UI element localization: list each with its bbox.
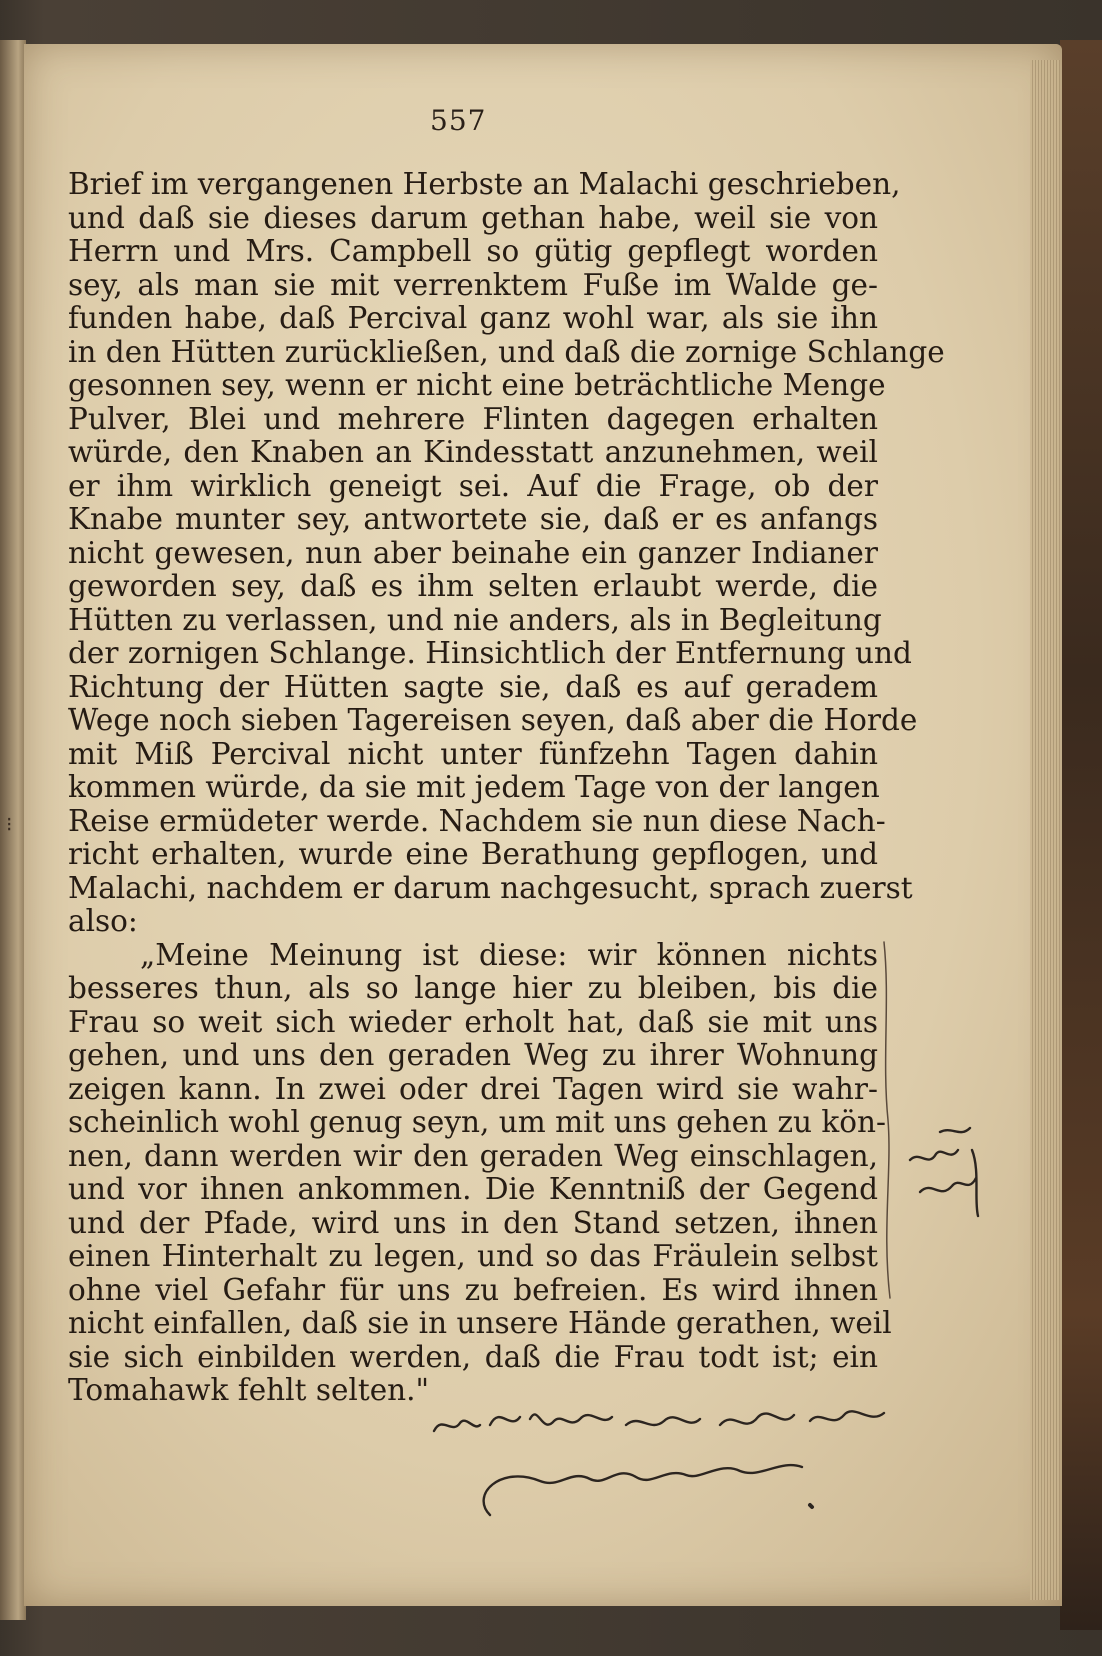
book-gutter	[0, 40, 26, 1620]
text-line: nen, dann werden wir den geraden Weg einschlagen,	[68, 1138, 878, 1173]
text-line: Hütten zu verlassen, und nie anders, als in Begleitung	[68, 602, 882, 637]
text-line: ohne viel Gefahr für uns zu befreien. Es wird ihnen	[68, 1272, 878, 1307]
text-line: Tomahawk fehlt selten."	[68, 1373, 430, 1407]
text-line: also:	[68, 904, 138, 938]
text-line: funden habe, daß Percival ganz wohl war, als sie ihn	[68, 301, 878, 335]
text-line: Frau so weit sich wieder erholt hat, daß sie mit uns	[68, 1004, 878, 1039]
text-line: der zornigen Schlange. Hinsichtlich der Entfernung und	[68, 636, 912, 670]
text-line: würde, den Knaben an Kindesstatt anzunehmen, weil	[68, 435, 878, 469]
text-line: kommen würde, da sie mit jedem Tage von der langen	[68, 770, 880, 804]
text-line: und der Pfade, wird uns in den Stand setzen, ihnen	[68, 1205, 878, 1240]
text-line: Pulver, Blei und mehrere Flinten dagegen erhalten	[68, 401, 878, 436]
text-line: „Meine Meinung ist diese: wir können nichts	[140, 937, 878, 972]
text-line: gesonnen sey, wenn er nicht eine beträchtliche Menge	[68, 368, 886, 402]
margin-mark: ⁝	[6, 812, 13, 836]
text-line: gehen, und uns den geraden Weg zu ihrer Wohnung	[68, 1038, 878, 1072]
text-line: nicht gewesen, nun aber beinahe ein ganzer Indianer	[68, 535, 878, 570]
text-line: Brief im vergangenen Herbste an Malachi geschrieben,	[68, 167, 901, 201]
page-edges	[1030, 60, 1060, 1600]
book-cover-edge	[1060, 40, 1102, 1630]
text-line: richt erhalten, wurde eine Berathung gepflogen, und	[68, 837, 878, 871]
text-line: besseres thun, als so lange hier zu bleiben, bis die	[68, 971, 878, 1005]
pencil-bracket	[880, 940, 900, 1300]
text-line: sie sich einbilden werden, daß die Frau todt ist; ein	[68, 1339, 878, 1374]
text-line: mit Miß Percival nicht unter fünfzehn Tagen dahin	[68, 736, 878, 771]
body-text	[68, 167, 945, 1408]
text-line: einen Hinterhalt zu legen, und so das Fräulein selbst	[68, 1239, 878, 1273]
text-line: Malachi, nachdem er darum nachgesucht, sprach zuerst	[68, 870, 913, 905]
text-line: geworden sey, daß es ihm selten erlaubt werde, die	[68, 569, 878, 603]
text-line: Wege noch sieben Tagereisen seyen, daß aber die Horde	[68, 703, 918, 737]
text-line: zeigen kann. In zwei oder drei Tagen wird sie wahr-	[68, 1071, 878, 1106]
text-line: Knabe munter sey, antwortete sie, daß er es anfangs	[68, 502, 878, 536]
text-line: Richtung der Hütten sagte sie, daß es auf geradem	[68, 669, 878, 704]
text-line: Reise ermüdeter werde. Nachdem sie nun diese Nach-	[68, 803, 886, 838]
text-line: und vor ihnen ankommen. Die Kenntniß der Gegend	[68, 1172, 878, 1206]
text-line: scheinlich wohl genug seyn, um mit uns gehen zu kön-	[68, 1105, 886, 1139]
text-line: er ihm wirklich geneigt sei. Auf die Frage, ob der	[68, 468, 878, 503]
text-line: nicht einfallen, daß sie in unsere Hände gerathen, weil	[68, 1306, 892, 1340]
page-number: 557	[430, 104, 487, 137]
text-line: sey, als man sie mit verrenktem Fuße im Walde ge-	[68, 267, 878, 302]
text-line: und daß sie dieses darum gethan habe, weil sie von	[68, 200, 878, 235]
text-line: in den Hütten zurückließen, und daß die zornige Schlange	[68, 334, 945, 369]
text-line: Herrn und Mrs. Campbell so gütig gepflegt worden	[68, 234, 878, 268]
